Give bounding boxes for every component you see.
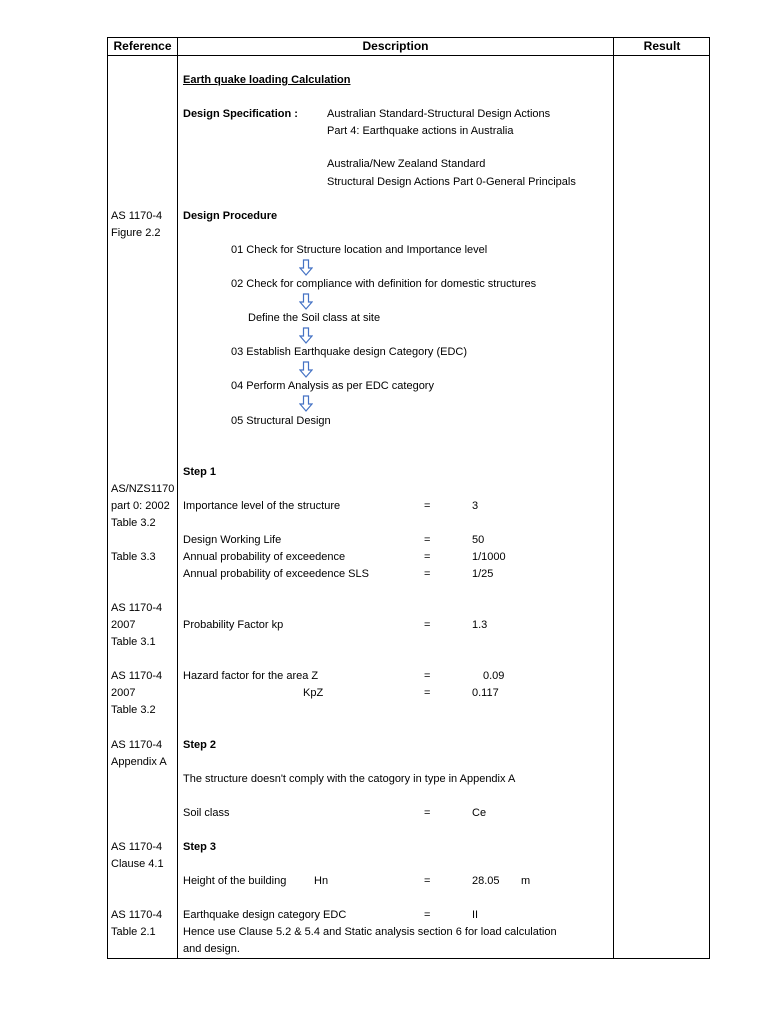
ref-asnzs1170: AS/NZS1170 xyxy=(111,483,175,495)
kp-value: 1.3 xyxy=(472,619,488,631)
building-height-unit: m xyxy=(521,875,531,887)
ref-as1170-4: AS 1170-4 xyxy=(111,602,163,614)
down-arrow-icon xyxy=(299,327,313,344)
down-arrow-icon xyxy=(299,395,313,412)
header-reference: Reference xyxy=(113,39,172,53)
probability-sls-label: Annual probability of exceedence SLS xyxy=(183,568,369,580)
equals-sign: = xyxy=(424,534,431,546)
ref-as1170-4: AS 1170-4 xyxy=(111,210,163,222)
equals-sign: = xyxy=(424,875,431,887)
importance-label: Importance level of the structure xyxy=(183,500,341,512)
probability-label: Annual probability of exceedence xyxy=(183,551,346,563)
conclusion-text: and design. xyxy=(183,943,240,955)
step-2-heading: Step 2 xyxy=(183,739,217,751)
ref-table-3-3: Table 3.3 xyxy=(111,551,156,563)
ref-appendix-a: Appendix A xyxy=(111,756,167,768)
ref-as1170-4: AS 1170-4 xyxy=(111,670,163,682)
equals-sign: = xyxy=(424,500,431,512)
header-divider xyxy=(108,55,709,56)
step-1-heading: Step 1 xyxy=(183,466,217,478)
edc-label: Earthquake design category EDC xyxy=(183,909,347,921)
conclusion-text: Hence use Clause 5.2 & 5.4 and Static analysis section 6 for load calculation xyxy=(183,926,557,938)
procedure-step: Define the Soil class at site xyxy=(248,312,381,324)
equals-sign: = xyxy=(424,909,431,921)
design-spec-line: Structural Design Actions Part 0-General Principals xyxy=(327,176,576,188)
design-life-value: 50 xyxy=(472,534,485,546)
design-spec-line: Australian Standard-Structural Design Actions xyxy=(327,108,551,120)
equals-sign: = xyxy=(424,670,431,682)
page-title: Earth quake loading Calculation xyxy=(183,74,351,86)
procedure-step: 01 Check for Structure location and Importance level xyxy=(231,244,488,256)
header-result: Result xyxy=(643,39,681,53)
building-height-symbol: Hn xyxy=(314,875,329,887)
ref-year: 2007 xyxy=(111,687,136,699)
importance-value: 3 xyxy=(472,500,479,512)
procedure-step: 03 Establish Earthquake design Category (EDC) xyxy=(231,346,468,358)
down-arrow-icon xyxy=(299,361,313,378)
ref-table-2-1: Table 2.1 xyxy=(111,926,156,938)
building-height-label: Height of the building xyxy=(183,875,287,887)
ref-as1170-4: AS 1170-4 xyxy=(111,841,163,853)
procedure-step: 02 Check for compliance with definition for domestic structures xyxy=(231,278,537,290)
building-height-value: 28.05 xyxy=(472,875,500,887)
edc-value: II xyxy=(472,909,479,921)
hazard-factor-value: 0.09 xyxy=(483,670,505,682)
compliance-statement: The structure doesn't comply with the catogory in type in Appendix A xyxy=(183,773,516,785)
equals-sign: = xyxy=(424,687,431,699)
equals-sign: = xyxy=(424,807,431,819)
probability-value: 1/1000 xyxy=(472,551,506,563)
design-spec-label: Design Specification : xyxy=(183,108,298,120)
ref-year: 2007 xyxy=(111,619,136,631)
ref-table-3-1: Table 3.1 xyxy=(111,636,156,648)
ref-as1170-4: AS 1170-4 xyxy=(111,909,163,921)
procedure-heading: Design Procedure xyxy=(183,210,278,222)
probability-sls-value: 1/25 xyxy=(472,568,494,580)
design-life-label: Design Working Life xyxy=(183,534,282,546)
equals-sign: = xyxy=(424,568,431,580)
ref-table-3-2: Table 3.2 xyxy=(111,704,156,716)
design-spec-line: Australia/New Zealand Standard xyxy=(327,158,486,170)
procedure-step: 04 Perform Analysis as per EDC category xyxy=(231,380,434,392)
hazard-factor-label: Hazard factor for the area Z xyxy=(183,670,319,682)
ref-figure-2-2: Figure 2.2 xyxy=(111,227,161,239)
equals-sign: = xyxy=(424,551,431,563)
column-divider-reference xyxy=(177,38,178,958)
ref-table-3-2: Table 3.2 xyxy=(111,517,156,529)
soil-class-label: Soil class xyxy=(183,807,230,819)
header-description: Description xyxy=(362,39,429,53)
down-arrow-icon xyxy=(299,259,313,276)
ref-part0-2002: part 0: 2002 xyxy=(111,500,170,512)
step-3-heading: Step 3 xyxy=(183,841,217,853)
procedure-step: 05 Structural Design xyxy=(231,415,331,427)
down-arrow-icon xyxy=(299,293,313,310)
calculation-sheet xyxy=(107,37,710,959)
soil-class-value: Ce xyxy=(472,807,487,819)
ref-as1170-4: AS 1170-4 xyxy=(111,739,163,751)
ref-clause-4-1: Clause 4.1 xyxy=(111,858,164,870)
kpz-value: 0.117 xyxy=(472,687,499,699)
kp-label: Probability Factor kp xyxy=(183,619,284,631)
equals-sign: = xyxy=(424,619,431,631)
column-divider-result xyxy=(613,38,614,958)
kpz-label: KpZ xyxy=(303,687,324,699)
design-spec-line: Part 4: Earthquake actions in Australia xyxy=(327,125,514,137)
